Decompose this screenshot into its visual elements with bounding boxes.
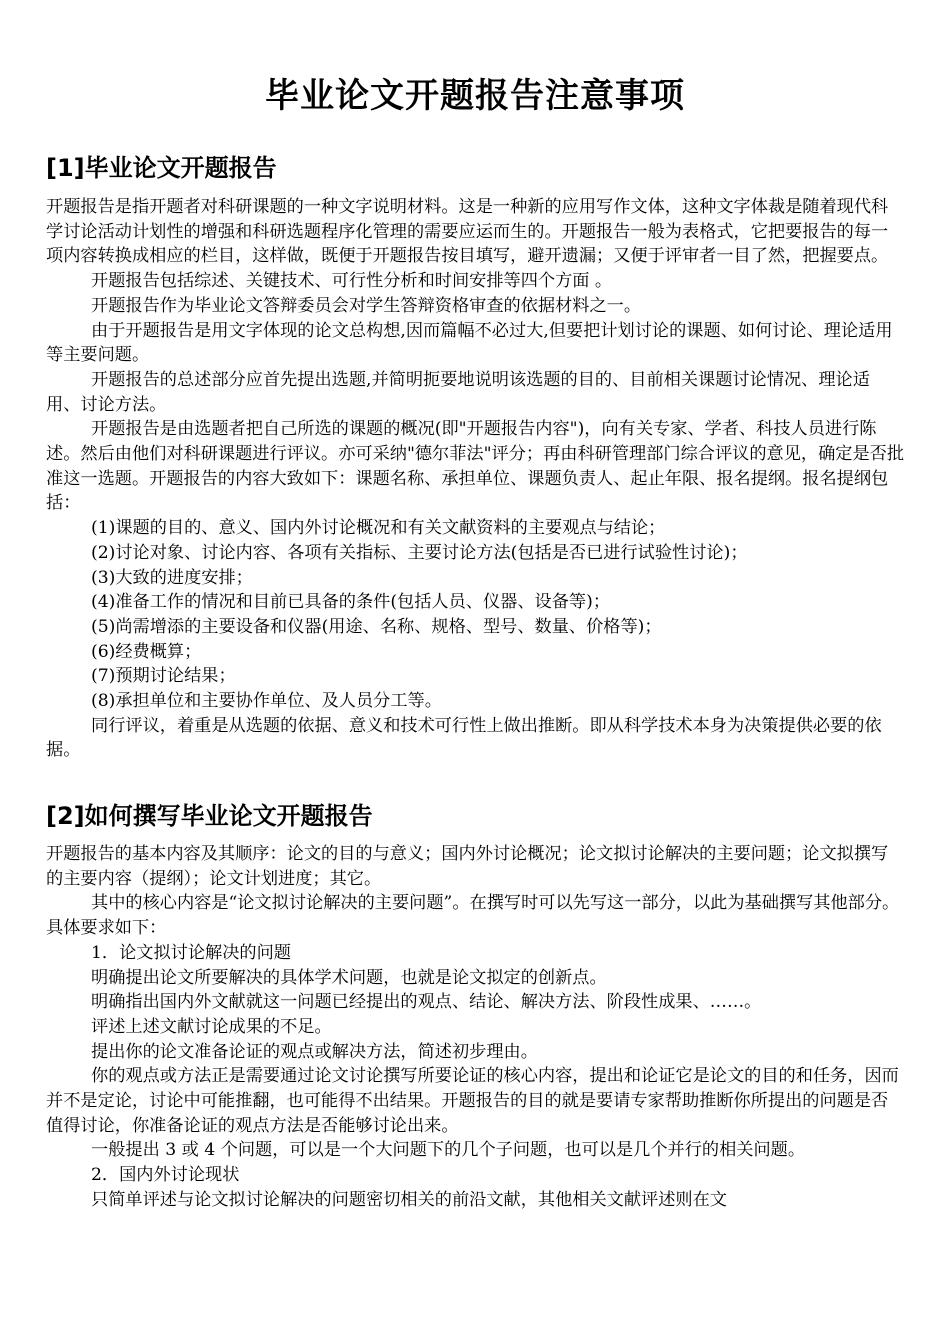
paragraph: 开题报告包括综述、关键技术、可行性分析和时间安排等四个方面 。 bbox=[91, 271, 613, 292]
paragraph: 一般提出 3 或 4 个问题，可以是一个大问题下的几个子问题，也可以是几个并行的相关问题。 bbox=[91, 1140, 806, 1161]
paragraph: 明确指出国内外文献就这一问题已经提出的观点、结论、解决方法、阶段性成果、……。 bbox=[91, 992, 762, 1013]
paragraph: 评述上述文献讨论成果的不足。 bbox=[91, 1016, 332, 1037]
paragraph: 开题报告作为毕业论文答辩委员会对学生答辩资格审查的依据材料之一。 bbox=[91, 295, 642, 316]
paragraph: 只简单评述与论文拟讨论解决的问题密切相关的前沿文献，其他相关文献评述则在文 bbox=[91, 1189, 727, 1210]
list-item: (3)大致的进度安排； bbox=[91, 567, 253, 588]
subsection-heading: 2．国内外讨论现状 bbox=[91, 1165, 240, 1186]
list-item: (6)经费概算； bbox=[91, 641, 202, 662]
paragraph: 开题报告是指开题者对科研课题的一种文字说明材料。这是一种新的应用写作文体，这种文字体裁是随着现代科学讨论活动计划性的增强和科研选题程序化管理的需要应运而生的。开题报告一般为表格式，它把要报告的每一项内容转换成相应的栏目，这样做，既便于开题报告按目填写，避开遗漏；又便于评审者一目了然，把握要点。 bbox=[46, 197, 889, 267]
document-title: 毕业论文开题报告注意事项 bbox=[265, 76, 685, 116]
paragraph: 由于开题报告是用文字体现的论文总构想,因而篇幅不必过大,但要把计划讨论的课题、如何讨论、理论适用等主要问题。 bbox=[46, 320, 893, 366]
list-item: (4)准备工作的情况和目前已具备的条件(包括人员、仪器、设备等)； bbox=[91, 592, 611, 613]
section-heading-2: [2]如何撰写毕业论文开题报告 bbox=[46, 802, 373, 830]
paragraph: 其中的核心内容是“论文拟讨论解决的主要问题”。在撰写时可以先写这一部分，以此为基础撰写其他部分。具体要求如下： bbox=[46, 893, 900, 939]
list-item: (8)承担单位和主要协作单位、及人员分工等。 bbox=[91, 691, 442, 712]
paragraph: 明确提出论文所要解决的具体学术问题，也就是论文拟定的创新点。 bbox=[91, 967, 607, 988]
list-item: (7)预期讨论结果； bbox=[91, 666, 236, 687]
paragraph: 你的观点或方法正是需要通过论文讨论撰写所要论证的核心内容，提出和论证它是论文的目的和任务，因而并不是定论，讨论中可能推翻，也可能得不出结果。开题报告的目的就是要请专家帮助推断你所提出的问题是否值得讨论，你准备论证的观点方法是否能够讨论出来。 bbox=[46, 1066, 899, 1136]
paragraph: 开题报告是由选题者把自己所选的课题的概况(即"开题报告内容")，向有关专家、学者、科技人员进行陈述。然后由他们对科研课题进行评议。亦可采纳"德尔菲法"评分；再由科研管理部门综合评议的意见，确定是否批准这一选题。开题报告的内容大致如下：课题名称、承担单位、课题负责人、起止年限、报名提纲。报名提纲包括： bbox=[46, 419, 905, 514]
list-item: (5)尚需增添的主要设备和仪器(用途、名称、规格、型号、数量、价格等)； bbox=[91, 616, 662, 637]
list-item: (2)讨论对象、讨论内容、各项有关指标、主要讨论方法(包括是否已进行试验性讨论)； bbox=[91, 542, 748, 563]
list-item: (1)课题的目的、意义、国内外讨论概况和有关文献资料的主要观点与结论； bbox=[91, 518, 666, 539]
section-heading-1: [1]毕业论文开题报告 bbox=[46, 154, 277, 182]
section-body-1 bbox=[46, 195, 904, 763]
subsection-heading: 1．论文拟讨论解决的问题 bbox=[91, 942, 291, 963]
section-body-2 bbox=[46, 842, 904, 1213]
paragraph: 开题报告的总述部分应首先提出选题,并简明扼要地说明该选题的目的、目前相关课题讨论情况、理论适用、讨论方法。 bbox=[46, 369, 870, 415]
paragraph: 提出你的论文准备论证的观点或解决方法，简述初步理由。 bbox=[91, 1041, 538, 1062]
paragraph: 开题报告的基本内容及其顺序：论文的目的与意义；国内外讨论概况；论文拟讨论解决的主要问题；论文拟撰写的主要内容（提纲）；论文计划进度；其它。 bbox=[46, 844, 889, 889]
paragraph: 同行评议，着重是从选题的依据、意义和技术可行性上做出推断。即从科学技术本身为决策提供必要的依据。 bbox=[46, 715, 882, 761]
